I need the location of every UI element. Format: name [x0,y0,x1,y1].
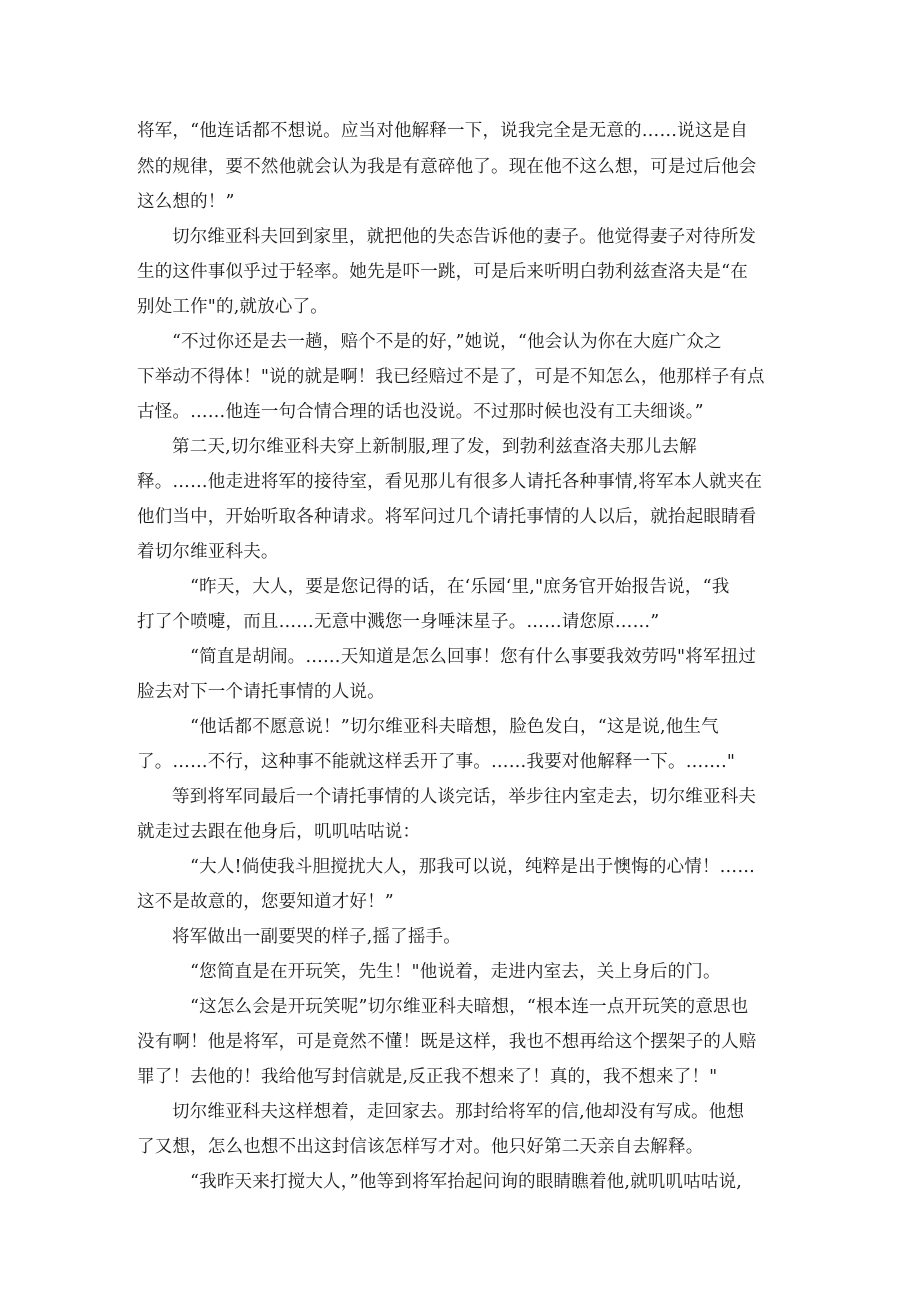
text-line: 下举动不得体！"说的就是啊！我已经赔过不是了，可是不知怎么，他那样子有点 [137,367,765,387]
text-line: 等到将军同最后一个请托事情的人谈完话，举步往内室走去，切尔维亚科夫 [172,787,757,807]
text-line: “您简直是在开玩笑，先生！"他说着，走进内室去，关上身后的门。 [190,962,721,982]
text-line: 切尔维亚科夫这样想着，走回家去。那封给将军的信,他却没有写成。他想 [172,1102,745,1122]
text-line: 然的规律，要不然他就会认为我是有意碎他了。现在他不这么想，可是过后他会 [137,157,757,177]
text-line: 罪了！去他的！我给他写封信就是,反正我不想来了！真的，我不想来了！" [137,1067,718,1087]
text-line: 切尔维亚科夫回到家里，就把他的失态告诉他的妻子。他觉得妻子对待所发 [172,227,757,247]
text-line: “他话都不愿意说！”切尔维亚科夫暗想，脸色发白，“这是说,他生气 [190,717,719,737]
text-line: 他们当中，开始听取各种请求。将军问过几个请托事情的人以后，就抬起眼睛看 [137,507,757,527]
text-line: 没有啊！他是将军，可是竟然不懂！既是这样，我也不想再给这个摆架子的人赔 [137,1032,757,1052]
text-line: 释。……他走进将军的接待室，看见那儿有很多人请托各种事情,将军本人就夹在 [137,472,763,492]
text-line: 这么想的！” [137,192,235,212]
text-line: 别处工作"的,就放心了。 [137,297,329,317]
text-line: 这不是故意的，您要知道才好！” [137,892,394,912]
text-line: “简直是胡闹。……天知道是怎么回事！您有什么事要我效劳吗"将军扭过 [190,647,757,667]
text-line: 古怪。……他连一句合情合理的话也没说。不过那时候也没有工夫细谈。” [137,402,704,422]
text-line: 就走过去跟在他身后，叽叽咕咕说： [137,822,421,842]
text-line: 将军做出一副要哭的样子,摇了摇手。 [172,927,461,947]
text-line: “不过你还是去一趟，赔个不是的好，”她说，“他会认为你在大庭广众之 [172,332,722,352]
text-line: “我昨天来打搅大人，”他等到将军抬起问询的眼睛瞧着他,就叽叽咕咕说, [190,1172,743,1192]
text-line: “昨天，大人，要是您记得的话，在‘乐园‘里,"庶务官开始报告说，“我 [190,577,730,597]
text-line: 了又想，怎么也想不出这封信该怎样写才对。他只好第二天亲自去解释。 [137,1137,704,1157]
text-line: 将军，“他连话都不想说。应当对他解释一下，说我完全是无意的……说这是自 [137,121,748,141]
text-line: 打了个喷嚏，而且……无意中溅您一身唾沫星子。……请您原……” [137,612,660,632]
text-line: 第二天,切尔维亚科夫穿上新制服,理了发，到勃利兹查洛夫那儿去解 [172,437,697,457]
text-line: 生的这件事似乎过于轻率。她先是吓一跳，可是后来听明白勃利兹查洛夫是“在 [137,262,748,282]
text-line: “这怎么会是开玩笑呢”切尔维亚科夫暗想，“根本连一点开玩笑的意思也 [190,997,749,1017]
text-line: 着切尔维亚科夫。 [137,542,279,562]
text-line: “大人!倘使我斗胆搅扰大人，那我可以说，纯粹是出于懊悔的心情！…… [190,857,756,877]
text-line: 了。……不行，这种事不能就这样丢开了事。……我要对他解释一下。……." [137,752,736,772]
text-line: 脸去对下一个请托事情的人说。 [137,682,385,702]
